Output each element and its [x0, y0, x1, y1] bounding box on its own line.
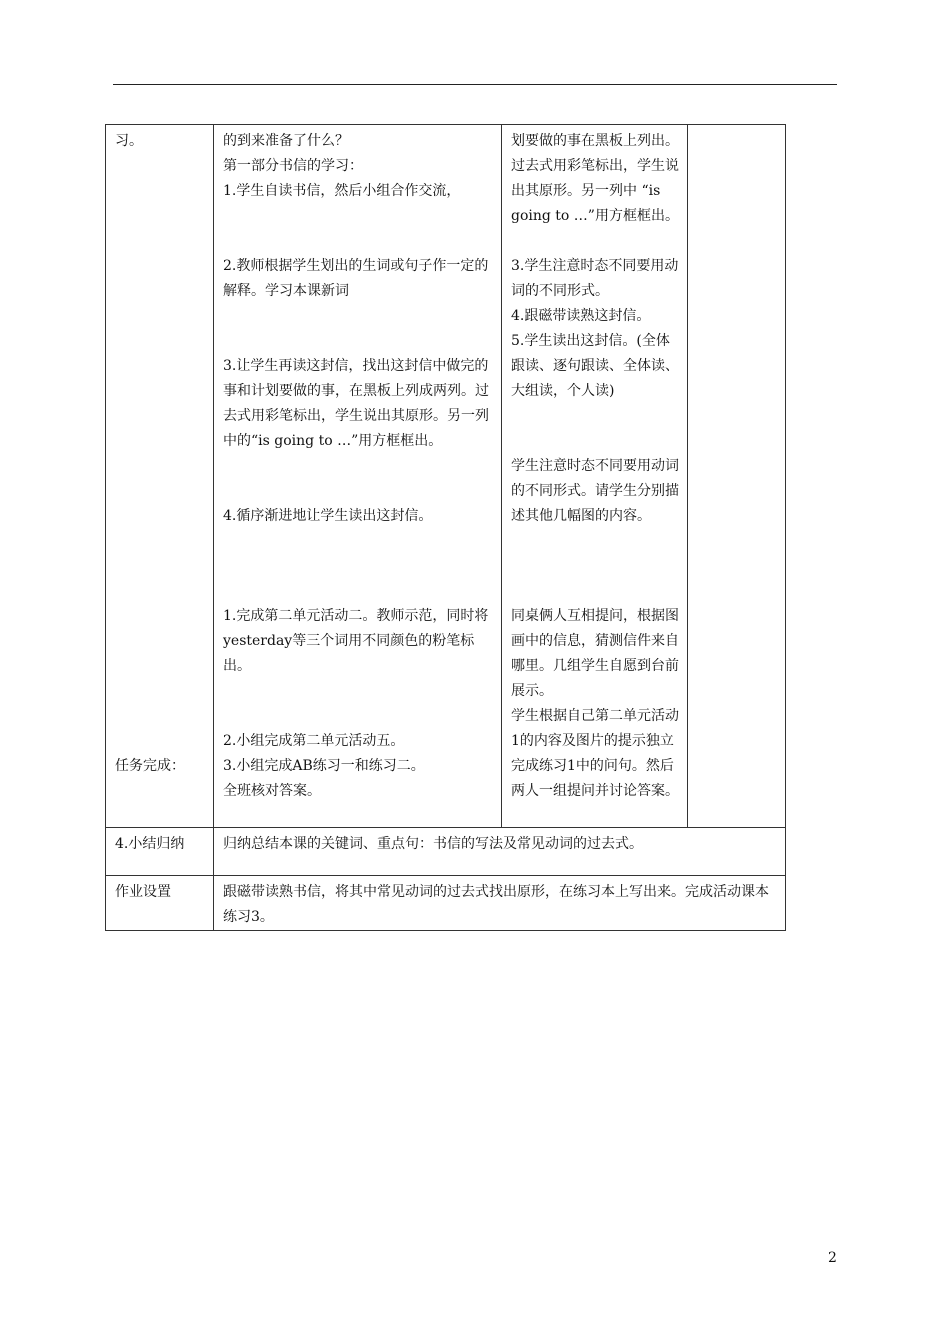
teacher-line: 4.循序渐进地让学生读出这封信。: [223, 508, 433, 524]
table-row-homework: [106, 876, 786, 931]
student-line: 4.跟磁带读熟这封信。: [511, 308, 651, 324]
student-line: 学生注意时态不同要用动词的不同形式。请学生分别描述其他几幅图的内容。: [511, 458, 679, 524]
teacher-line: 的到来准备了什么？: [223, 133, 349, 149]
summary-label: 4.小结归纳: [106, 828, 214, 876]
student-line: 3.学生注意时态不同要用动词的不同形式。: [511, 258, 679, 299]
teacher-line: 3.小组完成AB练习一和练习二。: [223, 758, 425, 774]
student-line: 同桌俩人互相提问，根据图画中的信息，猜测信件来自哪里。几组学生自愿到台前展示。: [511, 608, 679, 699]
homework-label: 作业设置: [106, 876, 214, 931]
teacher-line: 2.小组完成第二单元活动五。: [223, 733, 405, 749]
student-line: 5.学生读出这封信。(全体跟读、逐句跟读、全体读、大组读，个人读): [511, 333, 679, 399]
stage-text-task: 任务完成：: [115, 758, 185, 774]
stage-text-top: 习。: [115, 133, 143, 149]
cell-stage: [106, 125, 214, 828]
teacher-line: 1.学生自读书信，然后小组合作交流，: [223, 183, 461, 199]
summary-content: 归纳总结本课的关键词、重点句：书信的写法及常见动词的过去式。: [214, 828, 786, 876]
homework-content: 跟磁带读熟书信，将其中常见动词的过去式找出原形，在练习本上写出来。完成活动课本练习3。: [214, 876, 786, 931]
table-row-main: [106, 125, 786, 828]
teacher-line: 1.完成第二单元活动二。教师示范，同时将yesterday等三个词用不同颜色的粉笔标出。: [223, 608, 489, 674]
teacher-line: 3.让学生再读这封信，找出这封信中做完的事和计划要做的事，在黑板上列成两列。过去式用彩笔标出，学生说出其原形。另一列中的“is going to …”用方框框出。: [223, 358, 489, 449]
table-row-summary: [106, 828, 786, 876]
cell-student-activity: [502, 125, 688, 828]
student-line: 划要做的事在黑板上列出。过去式用彩笔标出，学生说出其原形。另一列中 “is going to …”用方框框出。: [511, 133, 679, 224]
cell-teacher-activity: [214, 125, 502, 828]
lesson-plan-table: [105, 124, 786, 931]
cell-notes: [688, 125, 786, 828]
teacher-line: 全班核对答案。: [223, 783, 321, 799]
teacher-line: 2.教师根据学生划出的生词或句子作一定的解释。学习本课新词: [223, 258, 489, 299]
header-rule: [113, 84, 837, 85]
page-number: 2: [828, 1250, 837, 1266]
student-line: 学生根据自己第二单元活动1的内容及图片的提示独立完成练习1中的问句。然后两人一组提问并讨论答案。: [511, 708, 679, 799]
teacher-line: 第一部分书信的学习：: [223, 158, 363, 174]
